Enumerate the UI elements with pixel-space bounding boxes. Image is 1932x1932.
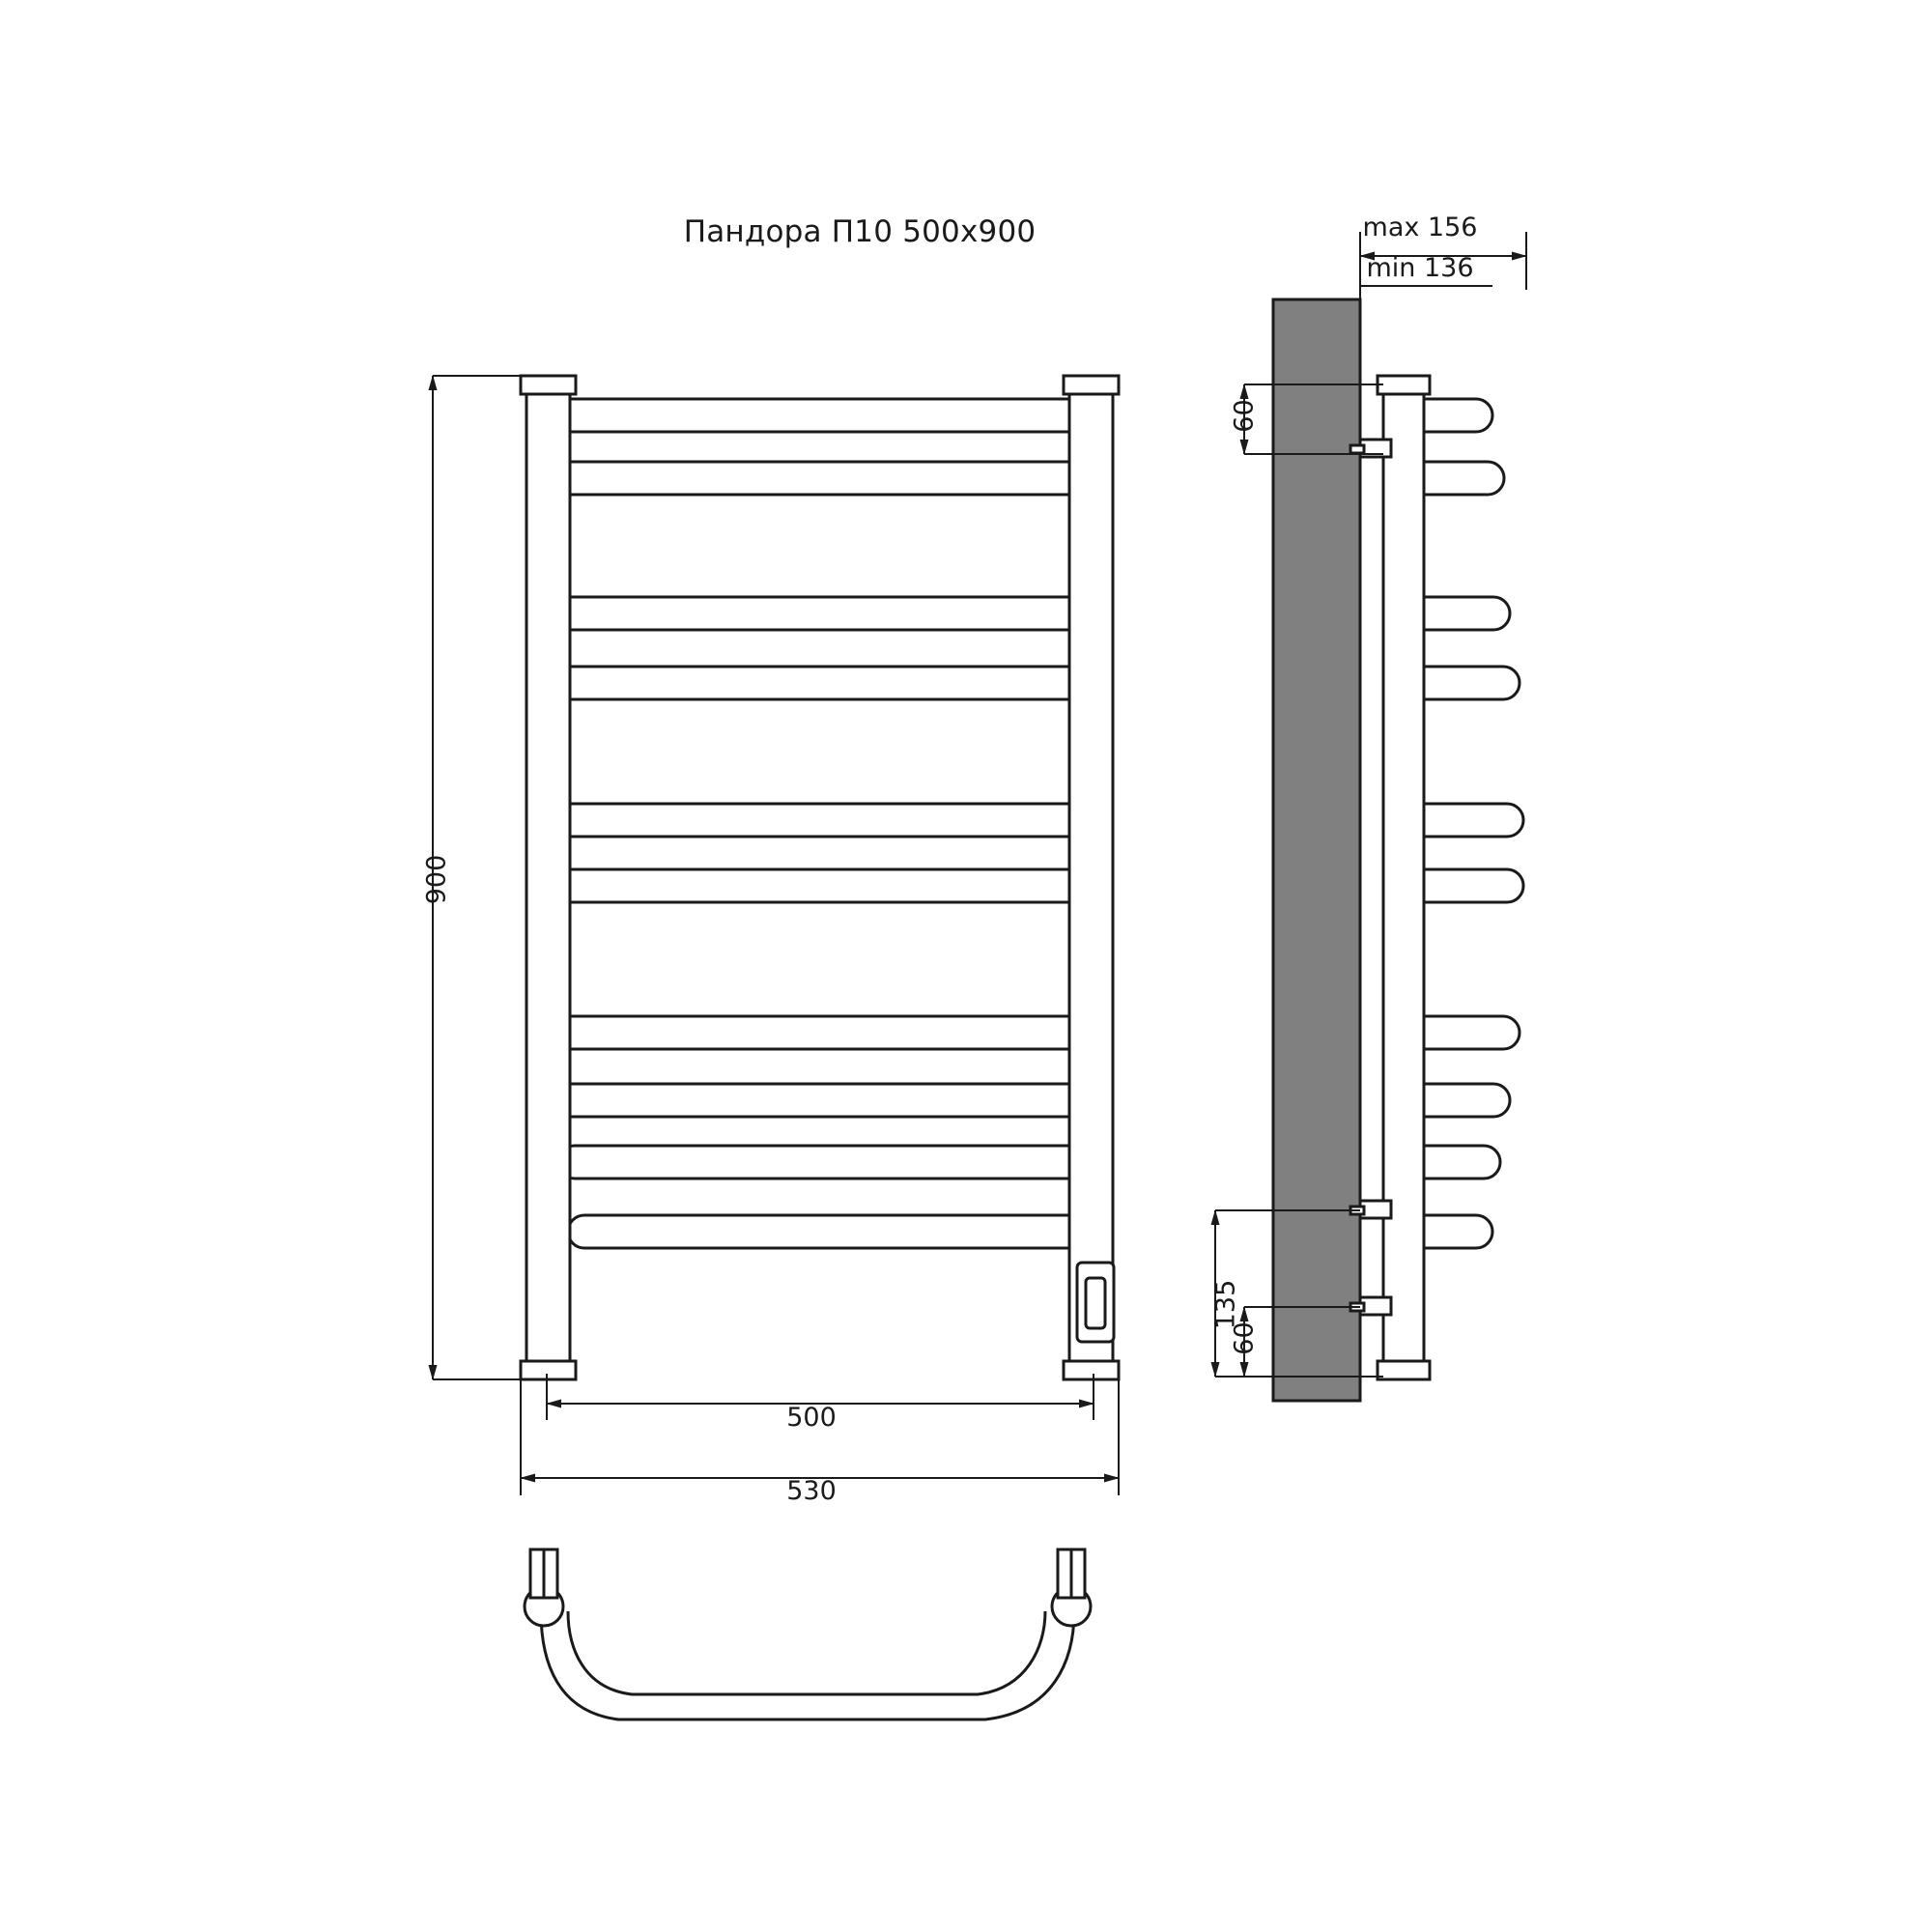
dim-label-top-offset: 60	[1229, 399, 1260, 433]
dim-label-width-total: 530	[786, 1476, 837, 1506]
top-view	[525, 1549, 1091, 1719]
dim-label-mount-spacing: 135	[1210, 1279, 1241, 1330]
wall-block	[1273, 299, 1360, 1401]
side-view	[1273, 299, 1523, 1401]
dim-label-bottom-offset: 60	[1229, 1321, 1260, 1355]
side-rail-ends	[1424, 399, 1523, 1248]
front-view	[521, 376, 1119, 1379]
dim-label-depth-max: max 156	[1362, 213, 1478, 242]
page-title: Пандора П10 500х900	[683, 214, 1037, 249]
front-right-post	[1064, 376, 1119, 1379]
dim-label-height: 900	[421, 854, 452, 905]
control-switch[interactable]	[1077, 1263, 1114, 1342]
dim-label-depth-min: min 136	[1366, 253, 1474, 283]
top-view-end-caps	[525, 1549, 1091, 1626]
side-post	[1378, 376, 1430, 1379]
front-rails	[533, 399, 1094, 1248]
front-left-post	[521, 376, 576, 1379]
dim-label-width-inner: 500	[786, 1403, 837, 1433]
